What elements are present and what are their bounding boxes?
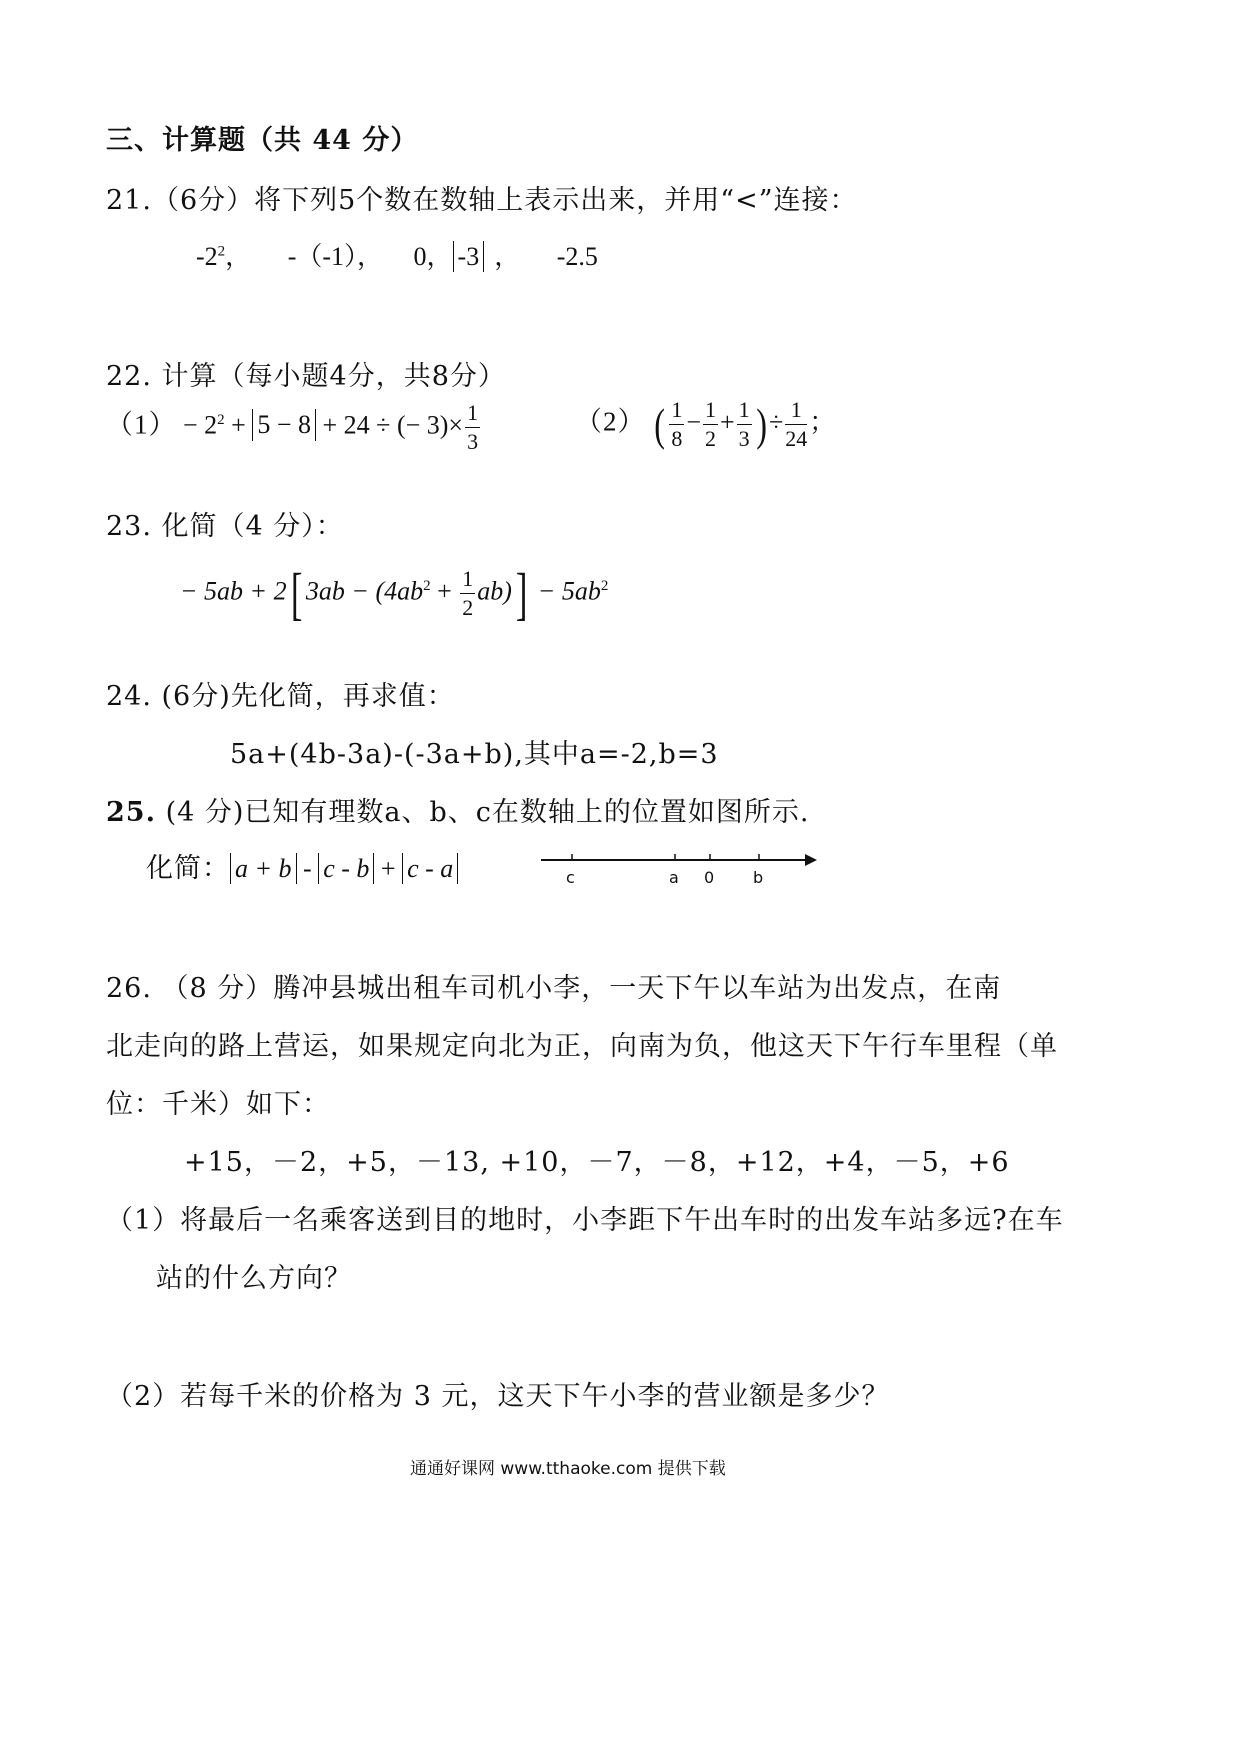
q23-den: 2 xyxy=(462,595,474,620)
q22-p2-f3d: 3 xyxy=(738,426,750,451)
axis-label-a: a xyxy=(669,868,679,887)
section-title: 三、计算题（共 44 分） xyxy=(106,125,419,156)
q25-op1: - xyxy=(296,854,319,883)
number-line xyxy=(535,840,825,890)
q25-stem-line xyxy=(106,790,810,829)
q26-line3: 位：千米）如下： xyxy=(106,1089,330,1120)
q21-n2: -（-1）， xyxy=(287,242,384,271)
q22-p2-op1: − xyxy=(686,407,701,437)
q26-p1-line2: 站的什么方向？ xyxy=(156,1263,352,1294)
q21-stem: 21.（6分）将下列5个数在数轴上表示出来，并用“<”连接： xyxy=(106,185,858,216)
q22-p1-den: 3 xyxy=(467,429,479,454)
q25-abs3: c - a xyxy=(402,853,458,884)
q22-p1-pre: − 2 xyxy=(183,410,218,440)
q22-p2-op2: + xyxy=(720,407,735,437)
q22-p1-exp: 2 xyxy=(217,411,225,428)
q25-stem: (4 分)已知有理数a、b、c在数轴上的位置如图所示. xyxy=(165,797,810,828)
axis-label-c: c xyxy=(566,868,575,887)
q23-expr-d: ab) xyxy=(477,576,512,606)
q21-sep2: ， xyxy=(494,242,521,271)
q24-expr: 5a+(4b-3a)-(-3a+b),其中a=-2,b=3 xyxy=(230,739,719,770)
q23-expr xyxy=(180,560,608,627)
axis-label-b: b xyxy=(753,868,764,887)
q22-p2-label: （2） xyxy=(575,406,646,437)
q25-simplify-label: 化简： xyxy=(146,853,230,883)
q22-p1-label: （1） xyxy=(106,409,177,440)
q22-p1-num: 1 xyxy=(465,402,480,428)
q26-p1-line1: （1）将最后一名乘客送到目的地时，小李距下午出车时的出发车站多远?在车 xyxy=(106,1205,1064,1236)
q23-rbrack: ] xyxy=(515,561,528,626)
q25-abs2: c - b xyxy=(318,853,374,884)
q22-part2 xyxy=(575,398,835,451)
q22-p2-f1d: 8 xyxy=(671,426,683,451)
q22-stem: 22. 计算（每小题4分，共8分） xyxy=(106,361,506,392)
q25-op2: + xyxy=(374,854,403,883)
q22-p1-mid: + 24 ÷ (− 3)× xyxy=(316,410,464,440)
q23-expr-b: 3ab − (4ab xyxy=(305,576,424,606)
q26-line1: 26. （8 分）腾冲县城出租车司机小李，一天下午以车站为出发点，在南 xyxy=(106,973,1002,1004)
q22-p2-f4d: 24 xyxy=(785,426,808,451)
q26-p2: （2）若每千米的价格为 3 元，这天下午小李的营业额是多少？ xyxy=(106,1381,890,1412)
q22-p2-f2d: 2 xyxy=(705,426,716,451)
q23-stem: 23. 化简（4 分）： xyxy=(106,511,344,542)
q26-values: +15，－2，+5，－13, +10，－7，－8，+12，+4，－5，+6 xyxy=(184,1147,1010,1178)
q23-exp2: 2 xyxy=(600,577,609,594)
q23-exp1: 2 xyxy=(423,577,431,594)
q22-p1-plus: + xyxy=(224,410,253,440)
q22-p2-f2n: 1 xyxy=(703,399,718,425)
q22-p2-rparen: ) xyxy=(755,399,767,450)
q22-p2-end: ； xyxy=(809,407,836,437)
q21-n3: 0， xyxy=(413,242,453,271)
q25-abs1: a + b xyxy=(230,853,297,884)
q23-expr-e: − 5ab xyxy=(531,576,601,606)
q23-lbrack: [ xyxy=(290,561,303,626)
q21-n1-exp: 2 xyxy=(217,243,226,260)
q23-expr-c: + xyxy=(430,576,459,606)
q22-part1 xyxy=(106,402,482,453)
q23-num: 1 xyxy=(460,568,475,594)
q21-n4: -3 xyxy=(453,241,485,272)
q23-expr-a: − 5ab + 2 xyxy=(180,576,287,606)
q25-simplify xyxy=(146,846,458,885)
q25-number: 25. xyxy=(106,797,156,828)
q22-p2-f3n: 1 xyxy=(737,399,752,425)
q21-numbers xyxy=(196,236,598,273)
axis-label-0: 0 xyxy=(704,868,715,887)
q22-p2-lparen: ( xyxy=(654,399,666,450)
q21-n1: -2 xyxy=(196,242,218,271)
q22-p1-abs: 5 − 8 xyxy=(252,409,316,440)
q22-p2-div: ÷ xyxy=(769,407,784,437)
q21-n5: -2.5 xyxy=(556,242,598,271)
q22-p2-f4n: 1 xyxy=(785,399,807,425)
q21-sep: ， xyxy=(225,242,252,271)
q26-line2: 北走向的路上营运，如果规定向北为正，向南为负，他这天下午行车里程（单 xyxy=(106,1031,1058,1062)
q24-stem: 24. (6分)先化简，再求值： xyxy=(106,681,455,712)
q22-p2-f1n: 1 xyxy=(669,399,684,425)
footer: 通通好课网 www.tthaoke.com 提供下载 xyxy=(410,1459,726,1479)
number-line-arrow xyxy=(805,854,817,866)
